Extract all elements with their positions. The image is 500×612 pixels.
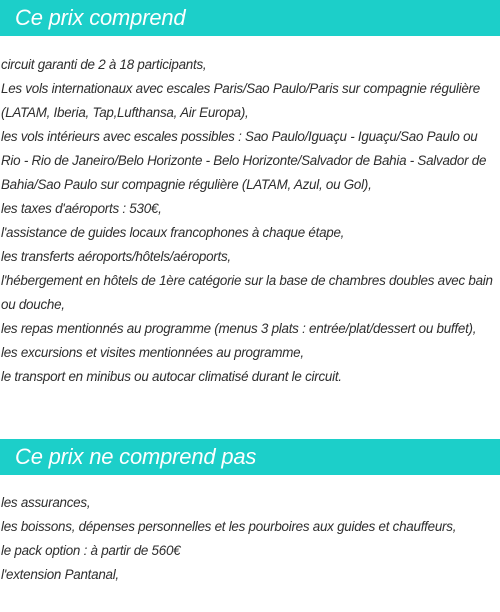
includes-section-header [0,0,500,36]
list-item: l'extension Pantanal, [1,567,119,582]
list-item: les transferts aéroports/hôtels/aéroports, [1,249,231,264]
list-item: les taxes d'aéroports : 530€, [1,201,162,216]
list-item: circuit garanti de 2 à 18 participants, [1,57,207,72]
list-item: le transport en minibus ou autocar climatisé durant le circuit. [1,369,342,384]
list-item: l'hébergement en hôtels de 1ère catégorie sur la base de chambres doubles avec bain ou douche, [1,273,493,312]
list-item: Les vols internationaux avec escales Paris/Sao Paulo/Paris sur compagnie régulière (LATAM, Iberia, Tap,Lufthansa, Air Europa), [1,81,480,120]
excludes-list [0,491,500,587]
list-item: les boissons, dépenses personnelles et les pourboires aux guides et chauffeurs, [1,519,457,534]
includes-list [0,53,500,389]
list-item: le pack option : à partir de 560€ [1,543,181,558]
list-item: les assurances, [1,495,91,510]
excludes-section-header [0,439,500,475]
list-item: l'assistance de guides locaux francophones à chaque étape, [1,225,345,240]
list-item: les repas mentionnés au programme (menus 3 plats : entrée/plat/dessert ou buffet), [1,321,477,336]
excludes-section-title: Ce prix ne comprend pas [15,444,257,469]
includes-section-title: Ce prix comprend [15,5,186,30]
list-item: les excursions et visites mentionnées au programme, [1,345,304,360]
list-item: les vols intérieurs avec escales possibles : Sao Paulo/Iguaçu - Iguaçu/Sao Paulo ou Rio - Rio de Janeiro/Belo Horizonte - Belo Horizonte/Salvador de Bahia - Salvador de Bahia/Sao Paulo sur compagnie régulière (LATAM, Azul, ou Gol), [1,129,487,192]
